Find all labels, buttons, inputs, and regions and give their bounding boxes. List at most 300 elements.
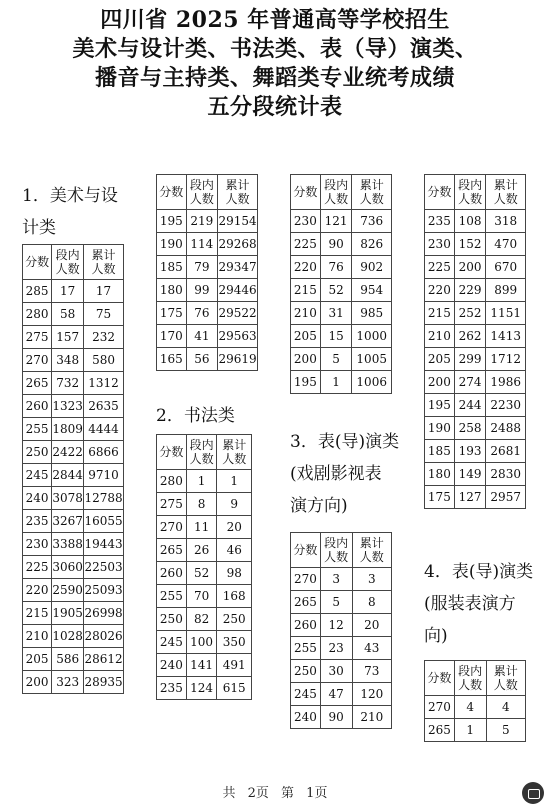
cumulative-count-cell: 1005: [352, 348, 392, 371]
segment-count-cell: 26: [186, 539, 217, 562]
table-row: [291, 302, 392, 325]
table-row: [23, 579, 124, 602]
score-cell: 175: [425, 486, 455, 509]
cumulative-count-cell: 954: [352, 279, 392, 302]
title-line-3: 播音与主持类、舞蹈类专业统考成绩: [94, 65, 455, 91]
calligraphy-table-part1: [156, 434, 252, 700]
table-row: [291, 637, 392, 660]
table-row: [23, 372, 124, 395]
cumulative-count-cell: 5: [486, 719, 525, 742]
cumulative-count-cell: 232: [84, 326, 124, 349]
cumulative-count-cell: 3: [352, 568, 391, 591]
cumulative-count-cell: 318: [486, 210, 526, 233]
segment-count-cell: 586: [52, 648, 84, 671]
cumulative-count-cell: 29446: [218, 279, 258, 302]
cumulative-count-cell: 29563: [218, 325, 258, 348]
section-heading-art: 1．美术与设 计类: [22, 186, 118, 238]
score-cell: 200: [291, 348, 321, 371]
cumulative-count-cell: 670: [486, 256, 526, 279]
cumulative-count-cell: 26998: [84, 602, 124, 625]
score-cell: 200: [425, 371, 455, 394]
segment-count-cell: 15: [320, 325, 352, 348]
table-header-row: [157, 175, 258, 210]
table-header-row: [425, 661, 526, 696]
score-cell: 270: [425, 696, 455, 719]
score-header: 分数: [157, 435, 187, 470]
cumulative-count-header: 累计 人数: [217, 435, 252, 470]
title-line-2: 美术与设计类、书法类、表（导）演类、: [72, 36, 478, 62]
score-cell: 265: [23, 372, 52, 395]
score-cell: 220: [425, 279, 455, 302]
segment-count-cell: 47: [320, 683, 352, 706]
camera-icon[interactable]: [522, 782, 544, 804]
art-table-part2: [156, 174, 258, 371]
segment-count-cell: 2422: [52, 441, 84, 464]
table-row: [157, 562, 252, 585]
score-cell: 180: [425, 463, 455, 486]
score-cell: 195: [291, 371, 321, 394]
score-cell: 230: [23, 533, 52, 556]
score-cell: 270: [157, 516, 187, 539]
table-row: [291, 325, 392, 348]
score-cell: 180: [157, 279, 187, 302]
score-header: 分数: [157, 175, 187, 210]
cumulative-count-cell: 1000: [352, 325, 392, 348]
cumulative-count-cell: 29522: [218, 302, 258, 325]
table-row: [157, 631, 252, 654]
score-cell: 215: [425, 302, 455, 325]
cumulative-count-cell: 1712: [486, 348, 526, 371]
score-cell: 220: [291, 256, 321, 279]
cumulative-count-cell: 4444: [84, 418, 124, 441]
table-row: [23, 487, 124, 510]
score-cell: 250: [23, 441, 52, 464]
score-cell: 200: [23, 671, 52, 694]
score-cell: 240: [157, 654, 187, 677]
score-cell: 275: [23, 326, 52, 349]
segment-count-cell: 124: [186, 677, 217, 700]
segment-count-cell: 3078: [52, 487, 84, 510]
segment-count-cell: 323: [52, 671, 84, 694]
segment-count-cell: 12: [320, 614, 352, 637]
costume-table: [424, 660, 526, 742]
segment-count-cell: 244: [454, 394, 486, 417]
cumulative-count-cell: 20: [217, 516, 252, 539]
segment-count-cell: 274: [454, 371, 486, 394]
score-cell: 280: [23, 303, 52, 326]
table-header-row: [291, 175, 392, 210]
cumulative-count-cell: 9: [217, 493, 252, 516]
cumulative-count-cell: 1413: [486, 325, 526, 348]
table-row: [291, 614, 392, 637]
table-row: [291, 660, 392, 683]
score-cell: 195: [425, 394, 455, 417]
score-cell: 235: [425, 210, 455, 233]
score-cell: 275: [157, 493, 187, 516]
segment-count-cell: 193: [454, 440, 486, 463]
cumulative-count-cell: 6866: [84, 441, 124, 464]
cumulative-count-cell: 8: [352, 591, 391, 614]
segment-count-cell: 114: [186, 233, 217, 256]
score-cell: 185: [425, 440, 455, 463]
score-header: 分数: [23, 245, 52, 280]
table-row: [23, 326, 124, 349]
table-row: [157, 470, 252, 493]
table-row: [157, 325, 258, 348]
score-cell: 255: [291, 637, 321, 660]
table-row: [425, 463, 526, 486]
cumulative-count-cell: 470: [486, 233, 526, 256]
cumulative-count-cell: 350: [217, 631, 252, 654]
segment-count-cell: 157: [52, 326, 84, 349]
score-cell: 265: [291, 591, 321, 614]
score-header: 分数: [425, 661, 455, 696]
segment-count-cell: 229: [454, 279, 486, 302]
table-row: [425, 279, 526, 302]
table-row: [157, 493, 252, 516]
segment-count-cell: 127: [454, 486, 486, 509]
segment-count-cell: 82: [186, 608, 217, 631]
table-row: [23, 556, 124, 579]
cumulative-count-cell: 25093: [84, 579, 124, 602]
table-row: [23, 441, 124, 464]
segment-count-cell: 5: [320, 591, 352, 614]
segment-count-cell: 1: [186, 470, 217, 493]
segment-count-cell: 23: [320, 637, 352, 660]
table-row: [157, 302, 258, 325]
table-row: [23, 464, 124, 487]
table-row: [157, 585, 252, 608]
table-row: [425, 256, 526, 279]
cumulative-count-cell: 1986: [486, 371, 526, 394]
segment-count-cell: 17: [52, 280, 84, 303]
segment-count-cell: 152: [454, 233, 486, 256]
segment-count-cell: 30: [320, 660, 352, 683]
table-row: [291, 256, 392, 279]
cumulative-count-cell: 28935: [84, 671, 124, 694]
cumulative-count-cell: 168: [217, 585, 252, 608]
cumulative-count-cell: 902: [352, 256, 392, 279]
cumulative-count-cell: 491: [217, 654, 252, 677]
cumulative-count-cell: 9710: [84, 464, 124, 487]
table-row: [157, 654, 252, 677]
document-title: [0, 6, 550, 122]
cumulative-count-cell: 28612: [84, 648, 124, 671]
table-row: [157, 256, 258, 279]
cumulative-count-cell: 98: [217, 562, 252, 585]
segment-count-cell: 79: [186, 256, 217, 279]
cumulative-count-header: 累计 人数: [218, 175, 258, 210]
table-row: [425, 371, 526, 394]
cumulative-count-cell: 899: [486, 279, 526, 302]
cumulative-count-cell: 2830: [486, 463, 526, 486]
table-row: [157, 677, 252, 700]
score-cell: 210: [291, 302, 321, 325]
cumulative-count-header: 累计 人数: [486, 175, 526, 210]
table-row: [291, 591, 392, 614]
cumulative-count-cell: 73: [352, 660, 391, 683]
table-row: [157, 608, 252, 631]
table-row: [291, 568, 392, 591]
table-row: [157, 210, 258, 233]
cumulative-count-header: 累计 人数: [486, 661, 525, 696]
segment-count-cell: 299: [454, 348, 486, 371]
score-cell: 235: [23, 510, 52, 533]
table-row: [157, 539, 252, 562]
table-row: [425, 440, 526, 463]
section-heading-calligraphy: 2．书法类: [156, 406, 235, 426]
cumulative-count-cell: 210: [352, 706, 391, 729]
score-cell: 245: [157, 631, 187, 654]
segment-count-cell: 141: [186, 654, 217, 677]
score-cell: 205: [425, 348, 455, 371]
score-cell: 225: [291, 233, 321, 256]
segment-count-cell: 76: [186, 302, 217, 325]
table-row: [291, 706, 392, 729]
score-cell: 230: [291, 210, 321, 233]
cumulative-count-header: 累计 人数: [352, 175, 392, 210]
segment-count-cell: 76: [320, 256, 352, 279]
score-cell: 260: [157, 562, 187, 585]
score-cell: 280: [157, 470, 187, 493]
calligraphy-table-part2: [290, 174, 392, 394]
score-header: 分数: [425, 175, 455, 210]
table-row: [291, 233, 392, 256]
score-cell: 170: [157, 325, 187, 348]
segment-count-cell: 4: [454, 696, 486, 719]
segment-count-cell: 52: [186, 562, 217, 585]
cumulative-count-header: 累计 人数: [352, 533, 391, 568]
cumulative-count-cell: 2230: [486, 394, 526, 417]
segment-count-cell: 732: [52, 372, 84, 395]
score-cell: 165: [157, 348, 187, 371]
segment-count-cell: 2844: [52, 464, 84, 487]
cumulative-count-cell: 2957: [486, 486, 526, 509]
score-cell: 210: [425, 325, 455, 348]
table-row: [157, 279, 258, 302]
segment-count-cell: 56: [186, 348, 217, 371]
table-row: [291, 348, 392, 371]
segment-count-header: 段内 人数: [52, 245, 84, 280]
cumulative-count-cell: 736: [352, 210, 392, 233]
table-header-row: [23, 245, 124, 280]
score-cell: 260: [23, 395, 52, 418]
segment-count-cell: 3060: [52, 556, 84, 579]
score-cell: 250: [157, 608, 187, 631]
cumulative-count-header: 累计 人数: [84, 245, 124, 280]
table-header-row: [157, 435, 252, 470]
segment-count-cell: 3: [320, 568, 352, 591]
cumulative-count-cell: 12788: [84, 487, 124, 510]
page-footer: 共 2页 第 1页: [222, 786, 328, 801]
segment-count-cell: 11: [186, 516, 217, 539]
table-row: [425, 325, 526, 348]
cumulative-count-cell: 29619: [218, 348, 258, 371]
score-cell: 175: [157, 302, 187, 325]
cumulative-count-cell: 1312: [84, 372, 124, 395]
segment-count-cell: 262: [454, 325, 486, 348]
segment-count-cell: 219: [186, 210, 217, 233]
segment-count-cell: 121: [320, 210, 352, 233]
cumulative-count-cell: 2681: [486, 440, 526, 463]
table-row: [23, 510, 124, 533]
title-line-1: 四川省 2025 年普通高等学校招生: [100, 7, 450, 33]
score-cell: 270: [23, 349, 52, 372]
cumulative-count-cell: 75: [84, 303, 124, 326]
table-row: [291, 210, 392, 233]
table-row: [291, 279, 392, 302]
score-cell: 255: [157, 585, 187, 608]
segment-count-cell: 58: [52, 303, 84, 326]
score-cell: 195: [157, 210, 187, 233]
segment-count-header: 段内 人数: [186, 175, 217, 210]
score-header: 分数: [291, 533, 321, 568]
table-row: [23, 648, 124, 671]
table-row: [425, 348, 526, 371]
table-row: [23, 418, 124, 441]
table-row: [23, 303, 124, 326]
segment-count-cell: 1905: [52, 602, 84, 625]
cumulative-count-cell: 1006: [352, 371, 392, 394]
table-row: [425, 696, 526, 719]
cumulative-count-cell: 17: [84, 280, 124, 303]
segment-count-header: 段内 人数: [454, 175, 486, 210]
cumulative-count-cell: 580: [84, 349, 124, 372]
cumulative-count-cell: 985: [352, 302, 392, 325]
segment-count-cell: 90: [320, 233, 352, 256]
segment-count-cell: 90: [320, 706, 352, 729]
score-cell: 205: [291, 325, 321, 348]
cumulative-count-cell: 615: [217, 677, 252, 700]
cumulative-count-cell: 2635: [84, 395, 124, 418]
score-cell: 225: [425, 256, 455, 279]
score-cell: 225: [23, 556, 52, 579]
table-row: [23, 602, 124, 625]
cumulative-count-cell: 46: [217, 539, 252, 562]
segment-count-cell: 99: [186, 279, 217, 302]
cumulative-count-cell: 22503: [84, 556, 124, 579]
drama-table: [290, 532, 392, 729]
score-header: 分数: [291, 175, 321, 210]
table-row: [23, 533, 124, 556]
table-row: [23, 349, 124, 372]
score-cell: 235: [157, 677, 187, 700]
table-row: [157, 516, 252, 539]
segment-count-cell: 3388: [52, 533, 84, 556]
cumulative-count-cell: 2488: [486, 417, 526, 440]
table-row: [425, 302, 526, 325]
section-heading-drama: 3．表(导)演类 (戏剧影视表 演方向): [290, 432, 400, 516]
score-cell: 205: [23, 648, 52, 671]
art-table-part1: [22, 244, 124, 694]
segment-count-cell: 1: [454, 719, 486, 742]
score-cell: 215: [291, 279, 321, 302]
table-row: [23, 395, 124, 418]
cumulative-count-cell: 29347: [218, 256, 258, 279]
segment-count-cell: 149: [454, 463, 486, 486]
cumulative-count-cell: 29268: [218, 233, 258, 256]
segment-count-header: 段内 人数: [320, 533, 352, 568]
segment-count-cell: 200: [454, 256, 486, 279]
segment-count-cell: 52: [320, 279, 352, 302]
cumulative-count-cell: 1151: [486, 302, 526, 325]
score-cell: 260: [291, 614, 321, 637]
table-row: [425, 417, 526, 440]
table-row: [23, 671, 124, 694]
table-row: [425, 233, 526, 256]
cumulative-count-cell: 16055: [84, 510, 124, 533]
cumulative-count-cell: 20: [352, 614, 391, 637]
score-cell: 255: [23, 418, 52, 441]
table-row: [425, 486, 526, 509]
cumulative-count-cell: 29154: [218, 210, 258, 233]
table-row: [425, 210, 526, 233]
table-row: [291, 371, 392, 394]
segment-count-header: 段内 人数: [320, 175, 352, 210]
cumulative-count-cell: 826: [352, 233, 392, 256]
segment-count-cell: 1323: [52, 395, 84, 418]
score-cell: 240: [23, 487, 52, 510]
score-cell: 185: [157, 256, 187, 279]
cumulative-count-cell: 43: [352, 637, 391, 660]
score-cell: 240: [291, 706, 321, 729]
cumulative-count-cell: 19443: [84, 533, 124, 556]
section-heading-costume: 4．表(导)演类 (服装表演方 向): [424, 562, 534, 646]
score-cell: 210: [23, 625, 52, 648]
segment-count-cell: 108: [454, 210, 486, 233]
segment-count-cell: 1: [320, 371, 352, 394]
cumulative-count-cell: 250: [217, 608, 252, 631]
segment-count-cell: 70: [186, 585, 217, 608]
score-cell: 230: [425, 233, 455, 256]
table-row: [425, 394, 526, 417]
segment-count-cell: 3267: [52, 510, 84, 533]
table-row: [157, 348, 258, 371]
cumulative-count-cell: 4: [486, 696, 525, 719]
score-cell: 190: [157, 233, 187, 256]
table-row: [425, 719, 526, 742]
segment-count-cell: 258: [454, 417, 486, 440]
cumulative-count-cell: 28026: [84, 625, 124, 648]
score-cell: 270: [291, 568, 321, 591]
score-cell: 245: [23, 464, 52, 487]
segment-count-header: 段内 人数: [454, 661, 486, 696]
table-row: [23, 280, 124, 303]
segment-count-cell: 1809: [52, 418, 84, 441]
cumulative-count-cell: 120: [352, 683, 391, 706]
score-cell: 285: [23, 280, 52, 303]
segment-count-header: 段内 人数: [186, 435, 217, 470]
segment-count-cell: 5: [320, 348, 352, 371]
table-row: [23, 625, 124, 648]
segment-count-cell: 100: [186, 631, 217, 654]
score-cell: 245: [291, 683, 321, 706]
table-row: [157, 233, 258, 256]
segment-count-cell: 348: [52, 349, 84, 372]
score-cell: 220: [23, 579, 52, 602]
score-cell: 265: [157, 539, 187, 562]
segment-count-cell: 41: [186, 325, 217, 348]
segment-count-cell: 252: [454, 302, 486, 325]
table-row: [291, 683, 392, 706]
cumulative-count-cell: 1: [217, 470, 252, 493]
segment-count-cell: 31: [320, 302, 352, 325]
table-header-row: [425, 175, 526, 210]
segment-count-cell: 8: [186, 493, 217, 516]
segment-count-cell: 1028: [52, 625, 84, 648]
score-cell: 265: [425, 719, 455, 742]
table-header-row: [291, 533, 392, 568]
